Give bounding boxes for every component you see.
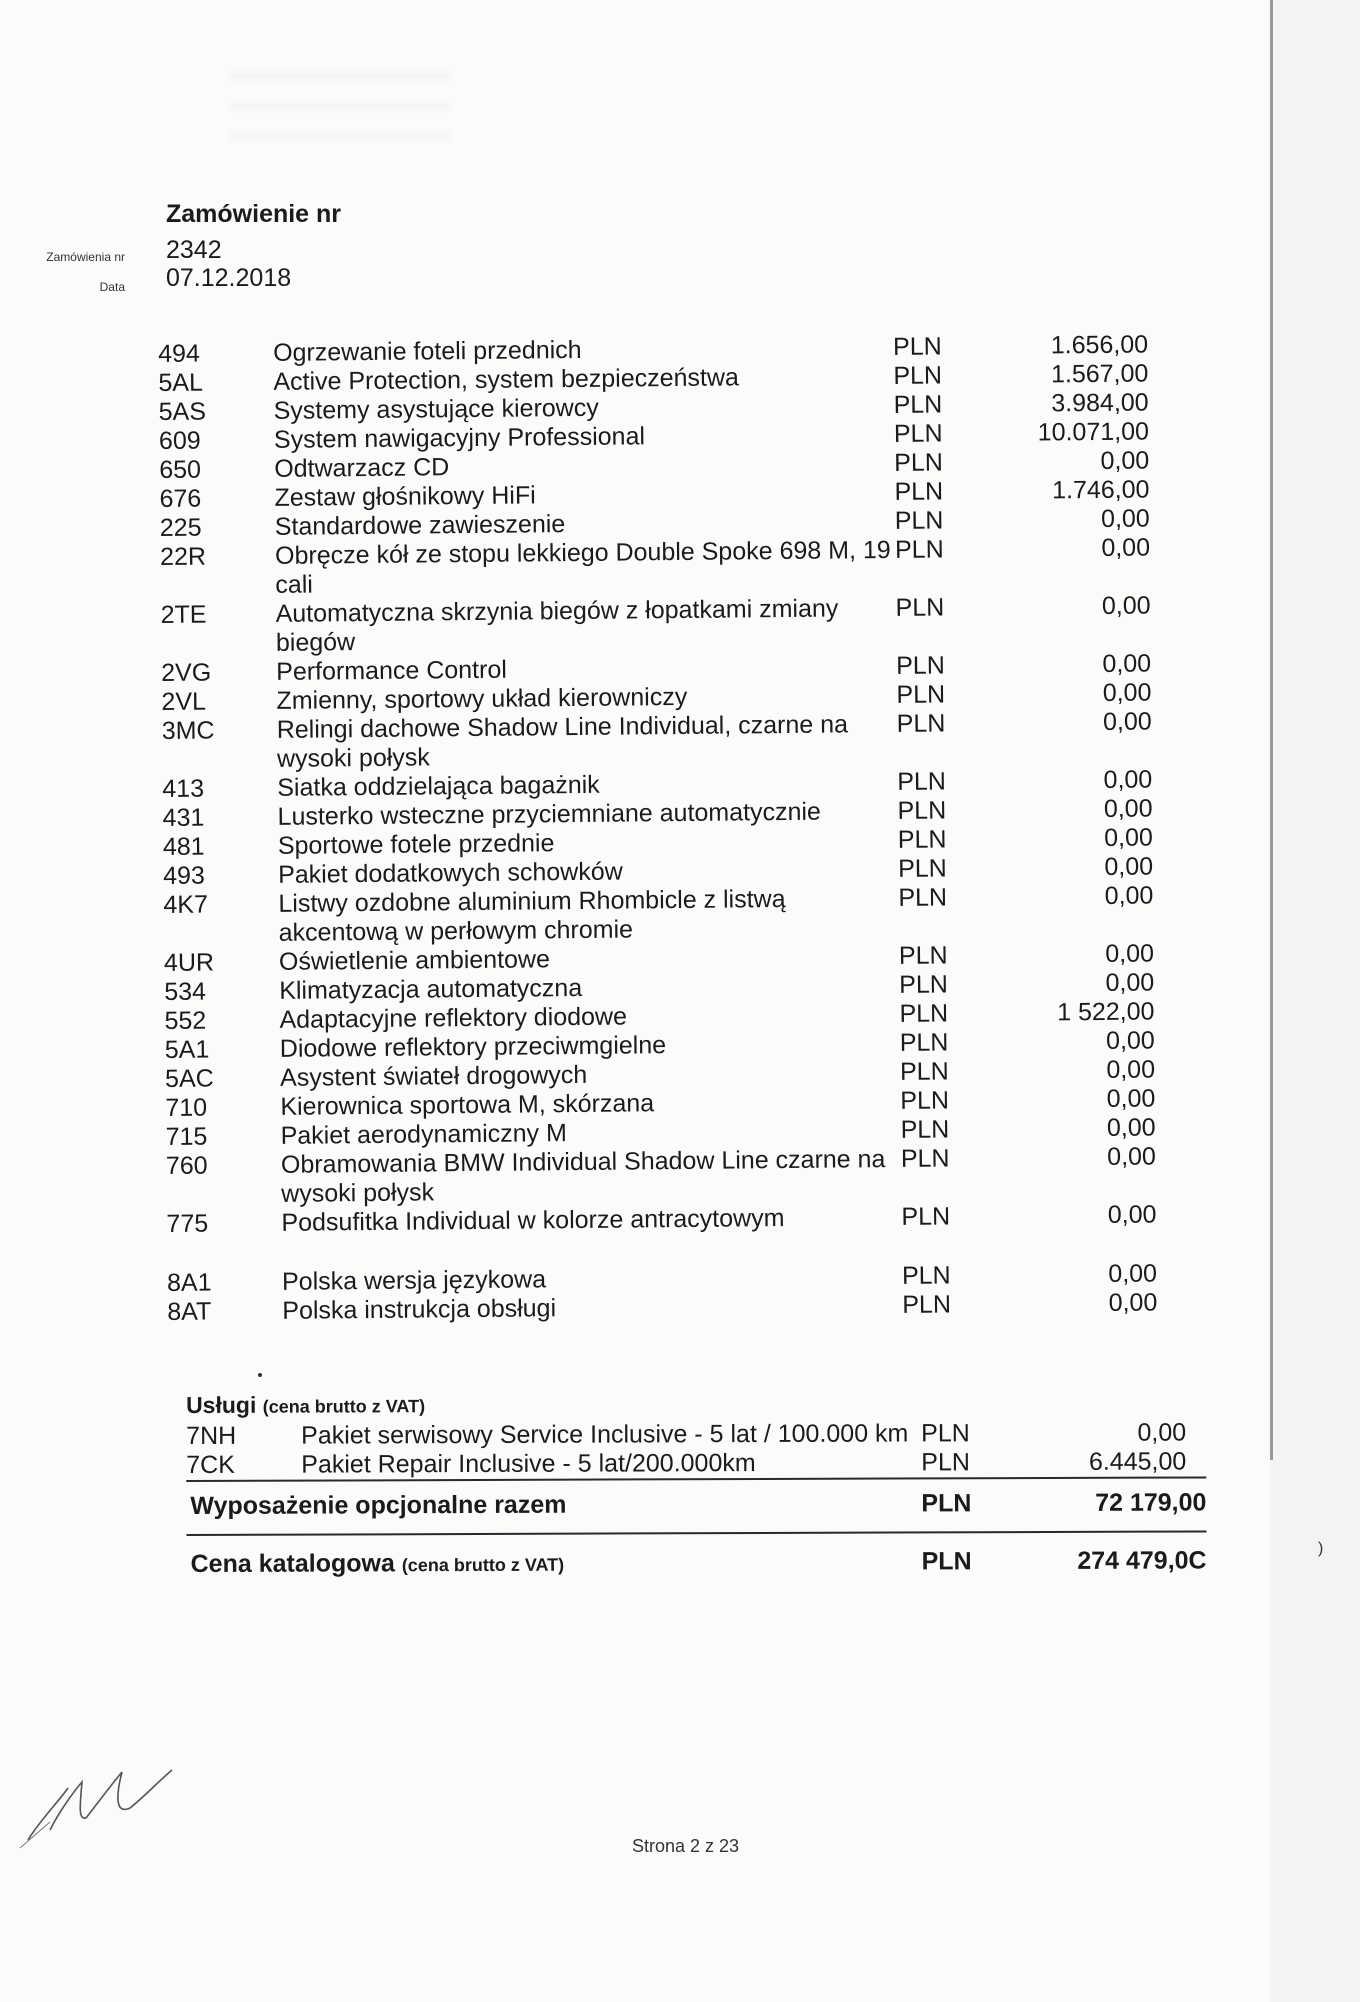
- option-code: 493: [163, 861, 205, 890]
- option-description: Listwy ozdobne aluminium Rhombicle z listwą akcentową w perłowym chromie: [278, 885, 786, 947]
- option-amount: 0,00: [1107, 1142, 1157, 1171]
- ink-dot: [258, 1373, 262, 1377]
- services-title: Usługi: [186, 1391, 257, 1418]
- option-amount: 0,00: [1100, 446, 1150, 475]
- option-amount: 0,00: [1101, 533, 1151, 562]
- option-currency: PLN: [896, 709, 946, 738]
- option-currency: PLN: [898, 941, 948, 970]
- option-description: Lusterko wsteczne przyciemniane automatycznie: [277, 797, 822, 831]
- option-amount: 0,00: [1103, 794, 1153, 823]
- option-code: 715: [165, 1122, 208, 1151]
- options-total-amount: 72 179,00: [1095, 1488, 1207, 1517]
- option-code: 481: [162, 832, 205, 861]
- option-currency: PLN: [898, 883, 948, 912]
- option-code: 609: [158, 426, 201, 455]
- option-row: [160, 591, 1151, 659]
- option-code: 8AT: [167, 1297, 212, 1326]
- option-code: 5AL: [158, 368, 204, 397]
- option-amount: 0,00: [1102, 707, 1152, 736]
- option-amount: 0,00: [1103, 765, 1153, 794]
- option-currency: PLN: [895, 593, 945, 622]
- option-description: Performance Control: [276, 655, 507, 686]
- service-currency: PLN: [921, 1419, 970, 1448]
- option-amount: 3.984,00: [1051, 388, 1149, 418]
- option-description: Sportowe fotele przednie: [277, 829, 555, 860]
- option-code: 494: [158, 339, 200, 368]
- option-description: Pakiet dodatkowych schowków: [278, 857, 623, 889]
- option-description: Siatka oddzielająca bagażnik: [277, 770, 600, 802]
- option-currency: PLN: [896, 651, 945, 680]
- option-currency: PLN: [893, 390, 943, 419]
- option-code: 650: [159, 455, 202, 484]
- option-description: Systemy asystujące kierowcy: [273, 393, 599, 425]
- option-amount: 10.071,00: [1037, 417, 1150, 447]
- services-list: [186, 1418, 1206, 1480]
- catalog-price-note: (cena brutto z VAT): [401, 1554, 565, 1576]
- option-row: [163, 881, 1154, 949]
- option-amount: 0,00: [1106, 1055, 1156, 1084]
- signature-mark: [20, 1760, 190, 1850]
- option-code: 534: [164, 977, 207, 1006]
- option-code: 8A1: [166, 1268, 212, 1297]
- service-code: 7CK: [186, 1450, 235, 1479]
- catalog-price-currency: PLN: [921, 1547, 972, 1576]
- option-currency: PLN: [899, 1028, 949, 1057]
- option-code: 4K7: [163, 890, 209, 919]
- option-currency: PLN: [893, 361, 943, 390]
- option-amount: 0,00: [1107, 1200, 1157, 1229]
- option-code: 676: [159, 484, 202, 513]
- options-total-row: [186, 1478, 1206, 1534]
- option-row: [167, 1288, 1158, 1327]
- option-code: 710: [165, 1093, 208, 1122]
- option-amount: 0,00: [1101, 591, 1151, 620]
- summary-section: [186, 1388, 1207, 1592]
- option-currency: PLN: [897, 796, 947, 825]
- option-amount: 0,00: [1104, 852, 1154, 881]
- option-description: Polska wersja językowa: [281, 1265, 547, 1296]
- catalog-price-label: Cena katalogowa: [190, 1549, 395, 1578]
- option-description: Oświetlenie ambientowe: [278, 945, 551, 976]
- option-description: Active Protection, system bezpieczeństwa: [273, 363, 740, 396]
- option-amount: 0,00: [1105, 968, 1155, 997]
- option-amount: 0,00: [1102, 649, 1152, 678]
- option-code: 760: [165, 1151, 208, 1180]
- option-amount: 1.567,00: [1050, 359, 1149, 389]
- option-currency: PLN: [900, 1086, 950, 1115]
- option-currency: PLN: [894, 448, 943, 477]
- option-currency: PLN: [899, 970, 948, 999]
- bleed-through-text: [230, 50, 450, 140]
- option-description: Standardowe zawieszenie: [274, 510, 566, 541]
- option-code: 22R: [159, 542, 207, 571]
- option-code: 5A1: [164, 1035, 210, 1064]
- option-row: [165, 1142, 1157, 1210]
- option-description: Obramowania BMW Individual Shadow Line czarne na wysoki połysk: [280, 1145, 886, 1208]
- option-description: Automatyczna skrzynia biegów z łopatkami zmiany biegów: [275, 594, 839, 657]
- order-date: 07.12.2018: [166, 264, 292, 292]
- option-amount: 0,00: [1108, 1288, 1158, 1317]
- option-code: 3MC: [161, 716, 215, 745]
- catalog-price-amount: 274 479,0C: [1077, 1546, 1207, 1575]
- option-currency: PLN: [897, 854, 947, 883]
- order-number-label: Zamówienia nr: [46, 250, 125, 264]
- option-currency: PLN: [894, 535, 944, 564]
- option-currency: PLN: [897, 825, 947, 854]
- service-description: Pakiet Repair Inclusive - 5 lat/200.000km: [301, 1449, 756, 1479]
- option-code: 552: [164, 1006, 207, 1035]
- service-currency: PLN: [921, 1448, 970, 1477]
- option-currency: PLN: [901, 1261, 951, 1290]
- option-currency: PLN: [900, 1115, 950, 1144]
- option-amount: 0,00: [1108, 1259, 1158, 1288]
- services-heading: [186, 1388, 1206, 1422]
- option-description: Podsufitka Individual w kolorze antracytowym: [281, 1204, 785, 1237]
- option-description: Odtwarzacz CD: [274, 453, 450, 483]
- option-code: 225: [159, 513, 202, 542]
- services-note: (cena brutto z VAT): [262, 1396, 426, 1417]
- options-list: [158, 330, 1158, 1327]
- option-currency: PLN: [892, 332, 942, 361]
- option-amount: 0,00: [1102, 678, 1152, 707]
- options-total-currency: PLN: [921, 1489, 972, 1518]
- option-description: Polska instrukcja obsługi: [282, 1294, 557, 1325]
- option-code: 4UR: [163, 948, 215, 977]
- option-amount: 1 522,00: [1057, 997, 1155, 1027]
- option-code: 2VL: [161, 687, 207, 716]
- option-currency: PLN: [899, 1057, 949, 1086]
- option-code: 2VG: [161, 658, 212, 687]
- option-row: [159, 533, 1151, 601]
- order-title: Zamówienie nr: [166, 200, 342, 228]
- option-currency: PLN: [902, 1290, 952, 1319]
- service-description: Pakiet serwisowy Service Inclusive - 5 lat / 100.000 km: [301, 1419, 909, 1450]
- option-description: Diodowe reflektory przeciwmgielne: [279, 1031, 667, 1063]
- option-currency: PLN: [897, 767, 947, 796]
- service-code: 7NH: [186, 1421, 237, 1450]
- option-description: Adaptacyjne reflektory diodowe: [279, 1002, 628, 1034]
- option-currency: PLN: [894, 477, 944, 506]
- option-description: Relingi dachowe Shadow Line Individual, czarne na wysoki połysk: [276, 710, 849, 773]
- page-number: Strona 2 z 23: [632, 1836, 740, 1856]
- option-currency: PLN: [900, 1144, 950, 1173]
- option-code: 2TE: [160, 600, 207, 629]
- catalog-price-label-group: [191, 1547, 922, 1592]
- service-row: [186, 1418, 1206, 1451]
- order-number: 2342: [166, 236, 222, 264]
- option-amount: 0,00: [1104, 823, 1153, 852]
- option-description: Asystent świateł drogowych: [279, 1060, 588, 1092]
- date-label: Data: [99, 280, 125, 294]
- option-code: 5AS: [158, 397, 207, 426]
- option-currency: PLN: [896, 680, 946, 709]
- option-amount: 1.656,00: [1050, 330, 1149, 360]
- catalog-price-row: [187, 1532, 1207, 1592]
- option-amount: 0,00: [1106, 1113, 1156, 1142]
- option-description: Obręcze kół ze stopu lekkiego Double Spoke 698 M, 19 cali: [274, 535, 891, 599]
- service-row: [186, 1447, 1206, 1480]
- option-description: Zestaw głośnikowy HiFi: [274, 481, 536, 512]
- option-code: 431: [162, 803, 205, 832]
- service-amount: 6.445,00: [1088, 1447, 1187, 1476]
- options-total-label: Wyposażenie opcjonalne razem: [190, 1490, 567, 1520]
- edge-mark: ): [1318, 1540, 1324, 1557]
- option-amount: 0,00: [1100, 504, 1150, 533]
- option-code: 413: [162, 774, 205, 803]
- option-amount: 0,00: [1106, 1084, 1156, 1113]
- option-amount: 0,00: [1105, 939, 1155, 968]
- option-currency: PLN: [901, 1202, 951, 1231]
- option-currency: PLN: [899, 999, 949, 1028]
- page-edge: [1270, 0, 1273, 1460]
- service-amount: 0,00: [1137, 1418, 1187, 1447]
- option-amount: 1.746,00: [1052, 475, 1150, 505]
- option-currency: PLN: [894, 506, 944, 535]
- option-code: 775: [166, 1209, 209, 1238]
- option-description: System nawigacyjny Professional: [273, 422, 646, 454]
- option-description: Pakiet aerodynamiczny M: [280, 1119, 568, 1150]
- option-description: Kierownica sportowa M, skórzana: [280, 1089, 655, 1121]
- option-description: Zmienny, sportowy układ kierowniczy: [276, 682, 688, 715]
- option-currency: PLN: [893, 419, 943, 448]
- option-row: [161, 707, 1152, 775]
- option-amount: 0,00: [1104, 881, 1154, 910]
- option-amount: 0,00: [1105, 1026, 1155, 1055]
- option-description: Ogrzewanie foteli przednich: [272, 335, 582, 367]
- option-code: 5AC: [164, 1064, 214, 1093]
- option-description: Klimatyzacja automatyczna: [279, 973, 583, 1005]
